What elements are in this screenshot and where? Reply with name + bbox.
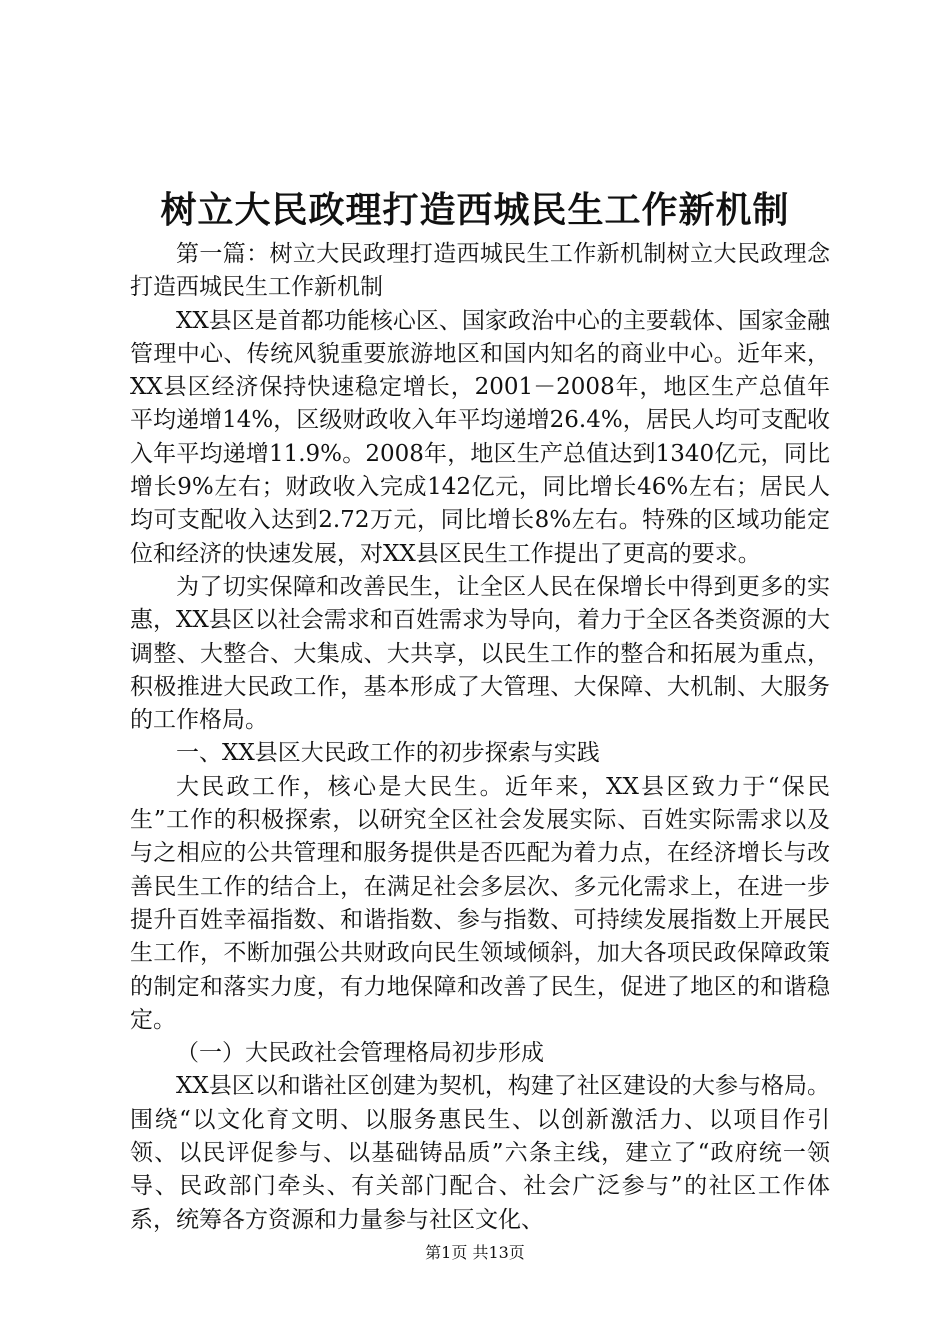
page-footer: 第1页 共13页 <box>425 1243 525 1262</box>
subsection-heading-1: （一）大民政社会管理格局初步形成 <box>176 1040 544 1067</box>
paragraph-core: 大民政工作，核心是大民生。近年来，XX县区致力于“保民生”工作的积极探索，以研究全区社会发展实际、百姓实际需求以及与之相应的公共管理和服务提供是否匹配为着力点，在经济增长与改善民生工作的结合上，在满足社会多层次、多元化需求上，在进一步提升百姓幸福指数、和谐指数、参与指数、可持续发展指数上开展民生工作，不断加强公共财政向民生领域倾斜，加大各项民政保障政策的制定和落实力度，有力地保障和改善了民生，促进了地区的和谐稳定。 <box>130 773 830 1033</box>
paragraph-community: XX县区以和谐社区创建为契机，构建了社区建设的大参与格局。围绕“以文化育文明、以服务惠民生、以创新激活力、以项目作引领、以民评促参与、以基础铸品质”六条主线，建立了“政府统一领导、民政部门牵头、有关部门配合、社会广泛参与”的社区工作体系，统筹各方资源和力量参与社区文化、 <box>130 1073 830 1233</box>
document-title: 树立大民政理打造西城民生工作新机制 <box>160 189 790 231</box>
paragraph-intro: 第一篇：树立大民政理打造西城民生工作新机制树立大民政理念打造西城民生工作新机制 <box>130 241 830 301</box>
paragraph-overview: XX县区是首都功能核心区、国家政治中心的主要载体、国家金融管理中心、传统风貌重要旅游地区和国内知名的商业中心。近年来，XX县区经济保持快速稳定增长，2001－2008年，地区生产总值年平均递增14%，区级财政收入年平均递增26.4%，居民人均可支配收入年平均递增11.9%。2008年，地区生产总值达到1340亿元，同比增长9%左右；财政收入完成142亿元，同比增长46%左右；居民人均可支配收入达到2.72万元，同比增长8%左右。特殊的区域功能定位和经济的快速发展，对XX县区民生工作提出了更高的要求。 <box>130 307 830 567</box>
document-body <box>130 238 830 1237</box>
paragraph-goals: 为了切实保障和改善民生，让全区人民在保增长中得到更多的实惠，XX县区以社会需求和百姓需求为导向，着力于全区各类资源的大调整、大整合、大集成、大共享，以民生工作的整合和拓展为重点，积极推进大民政工作，基本形成了大管理、大保障、大机制、大服务的工作格局。 <box>130 573 830 734</box>
section-heading-1: 一、XX县区大民政工作的初步探索与实践 <box>176 740 600 767</box>
